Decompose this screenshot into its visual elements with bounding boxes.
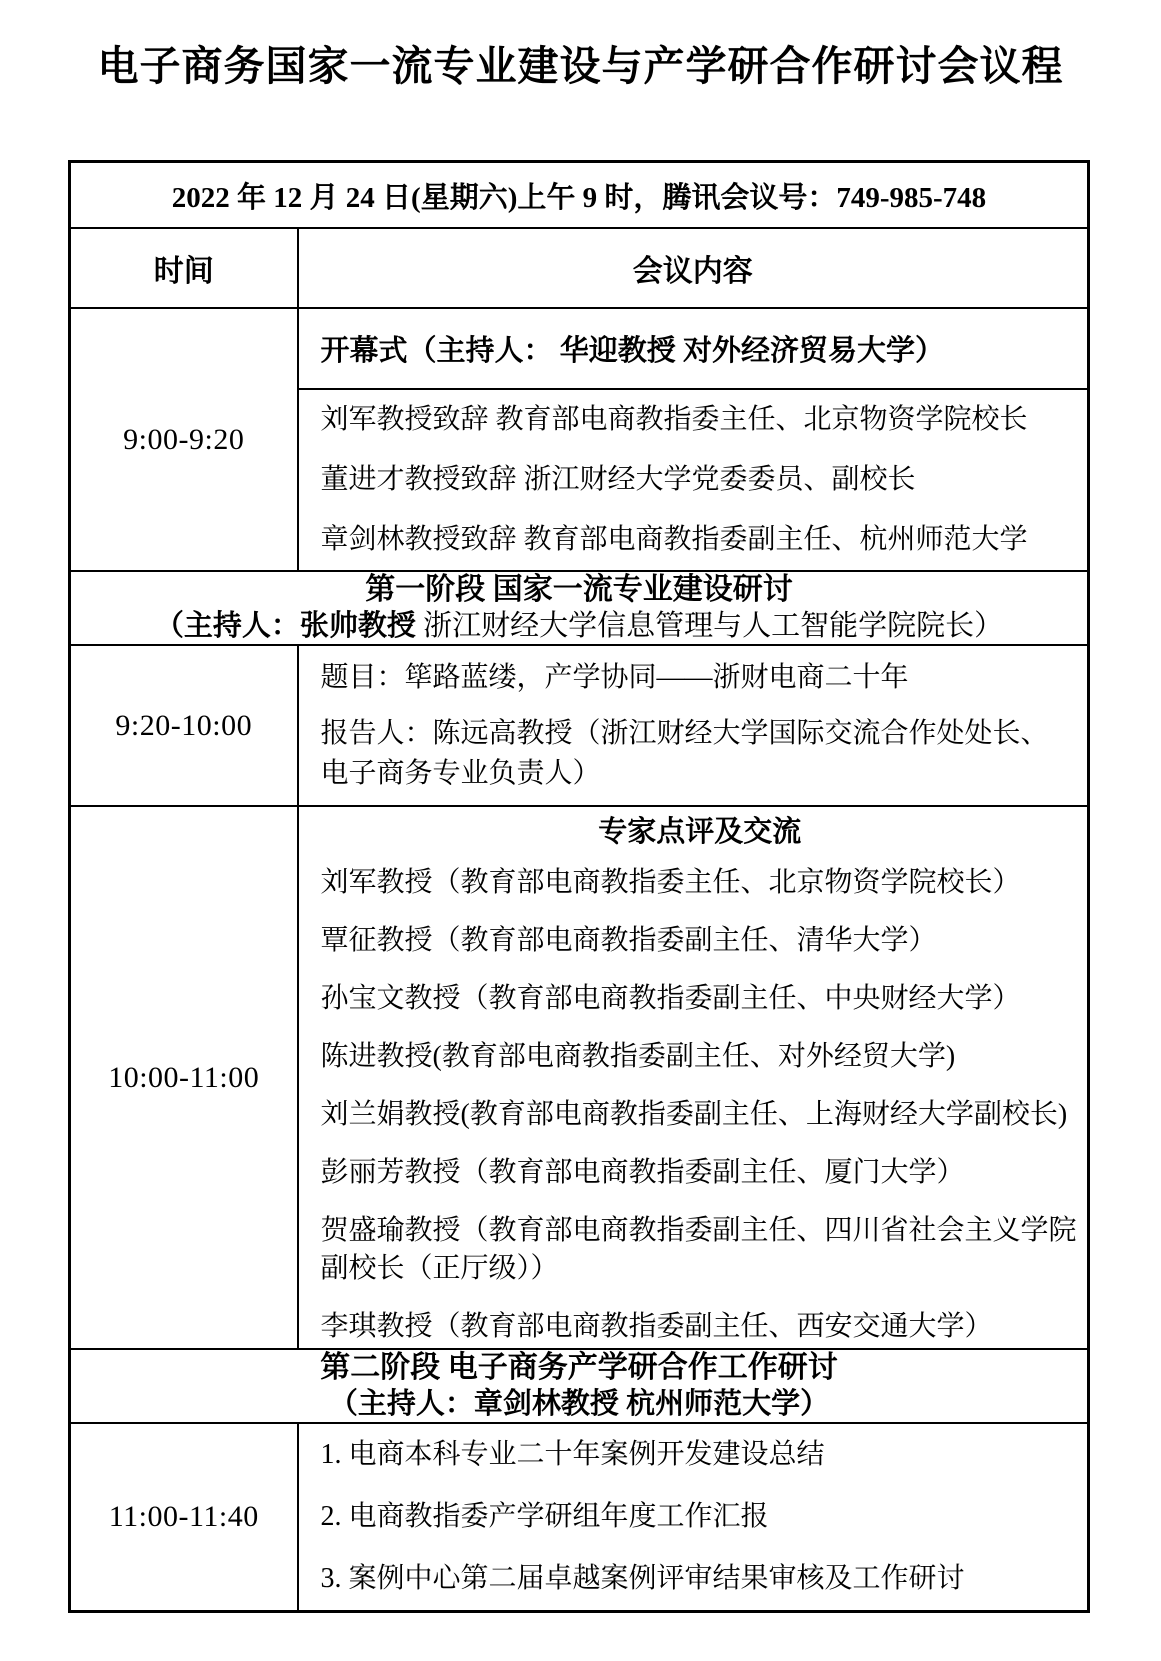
- column-header-row: [70, 228, 1089, 308]
- stage2-header-cell: [70, 1349, 1089, 1423]
- worksession-row: [70, 1423, 1089, 1612]
- report-cell: [298, 645, 1089, 806]
- expert-line: 刘兰娟教授(教育部电商教指委副主任、上海财经大学副校长): [320, 1098, 1068, 1130]
- time-cell-report: 9:20-10:00: [70, 645, 298, 806]
- speech-line: 董进才教授致辞 浙江财经大学党委委员、副校长: [320, 464, 916, 495]
- time-cell-opening: 9:00-9:20: [70, 308, 298, 571]
- meeting-info-cell: 2022 年 12 月 24 日(星期六)上午 9 时，腾讯会议号：749-985-748: [70, 162, 1089, 229]
- expert-line: 陈进教授(教育部电商教指委副主任、对外经贸大学): [320, 1040, 956, 1072]
- stage2-host: （主持人：章剑林教授 杭州师范大学）: [328, 1388, 830, 1420]
- speech-line: 刘军教授致辞 教育部电商教指委主任、北京物资学院校长: [320, 404, 1028, 435]
- time-cell-review: 10:00-11:00: [70, 806, 298, 1349]
- opening-speeches-cell: [298, 389, 1089, 571]
- expert-line: 孙宝文教授（教育部电商教指委副主任、中央财经大学）: [320, 982, 1021, 1014]
- report-row: [70, 645, 1089, 806]
- meeting-info-row: [70, 162, 1089, 229]
- time-cell-worksession: 11:00-11:40: [70, 1423, 298, 1612]
- stage1-title: 第一阶段 国家一流专业建设研讨: [365, 573, 793, 606]
- worksession-item: 1. 电商本科专业二十年案例开发建设总结: [320, 1439, 825, 1470]
- col-header-time: 时间: [70, 228, 298, 308]
- expert-line: 彭丽芳教授（教育部电商教指委副主任、厦门大学）: [320, 1156, 965, 1188]
- report-speaker: 报告人：陈远高教授（浙江财经大学国际交流合作处处长、电子商务专业负责人）: [320, 717, 1049, 789]
- review-cell: [298, 806, 1089, 1349]
- expert-line: 覃征教授（教育部电商教指委副主任、清华大学）: [320, 924, 937, 956]
- worksession-cell: [298, 1423, 1089, 1612]
- stage1-header-cell: [70, 571, 1089, 645]
- expert-line: 贺盛瑜教授（教育部电商教指委副主任、四川省社会主义学院副校长（正厅级））: [320, 1214, 1077, 1284]
- report-topic: 题目：筚路蓝缕，产学协同——浙财电商二十年: [320, 661, 909, 693]
- agenda-table: [68, 160, 1090, 1613]
- worksession-item: 3. 案例中心第二届卓越案例评审结果审核及工作研讨: [320, 1563, 965, 1594]
- col-header-content: 会议内容: [298, 228, 1089, 308]
- worksession-item: 2. 电商教指委产学研组年度工作汇报: [320, 1501, 769, 1532]
- page-title: 电子商务国家一流专业建设与产学研合作研讨会议程: [97, 43, 1064, 89]
- expert-line: 李琪教授（教育部电商教指委副主任、西安交通大学）: [320, 1310, 993, 1342]
- expert-line: 刘军教授（教育部电商教指委主任、北京物资学院校长）: [320, 866, 1021, 898]
- stage1-host-label: （主持人：张帅教授: [154, 610, 416, 642]
- stage1-host-detail: 浙江财经大学信息管理与人工智能学院院长）: [415, 610, 1004, 642]
- speech-line: 章剑林教授致辞 教育部电商教指委副主任、杭州师范大学: [320, 524, 1028, 555]
- opening-title-row: [70, 308, 1089, 389]
- review-title: 专家点评及交流: [598, 815, 802, 848]
- stage1-header-row: [70, 571, 1089, 645]
- opening-ceremony-title: 开幕式（主持人： 华迎教授 对外经济贸易大学）: [298, 308, 1089, 389]
- stage2-header-row: [70, 1349, 1089, 1423]
- stage2-title: 第二阶段 电子商务产学研合作工作研讨: [320, 1351, 838, 1384]
- review-row: [70, 806, 1089, 1349]
